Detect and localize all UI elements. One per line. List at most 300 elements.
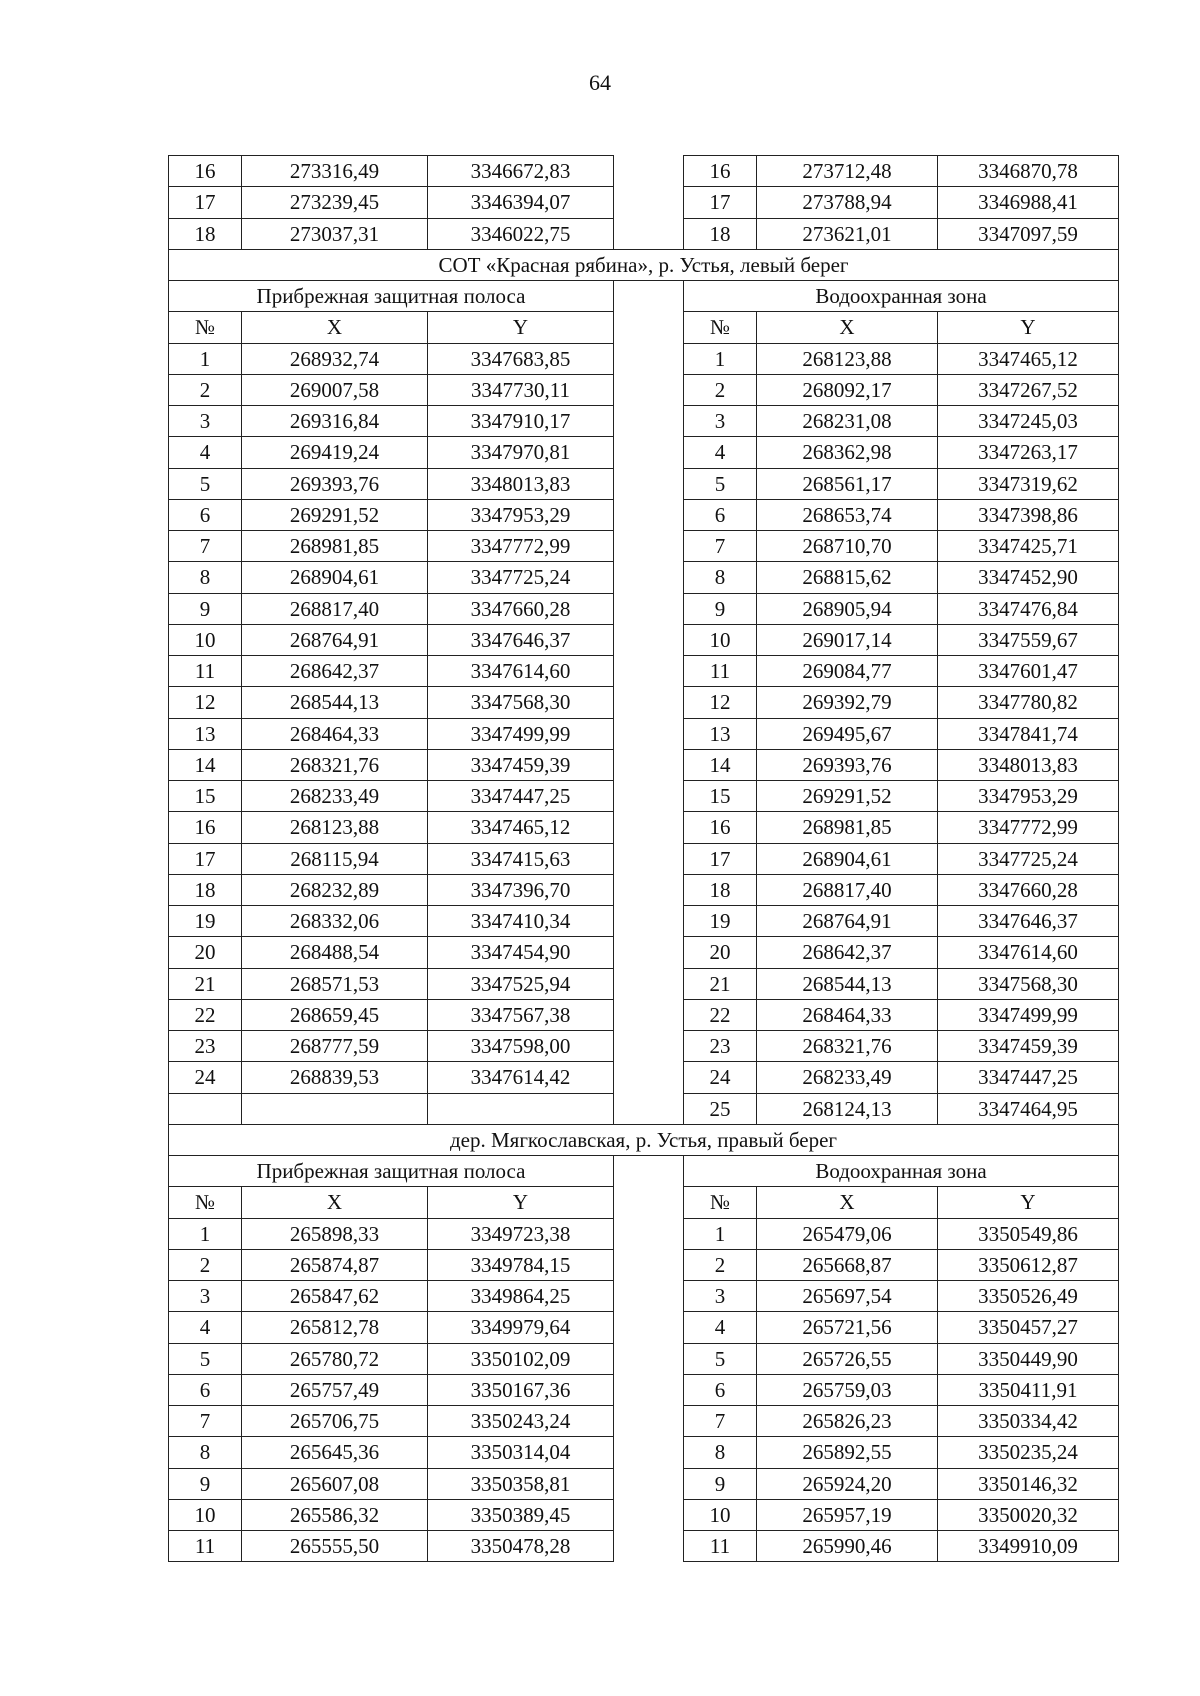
column-gap — [614, 1187, 684, 1218]
column-gap — [614, 999, 684, 1030]
right-header-y-coordinate: Y — [938, 1187, 1119, 1218]
right-y-coordinate: 3347447,25 — [938, 1062, 1119, 1093]
table-row — [169, 531, 1119, 562]
left-header-point-number: № — [169, 312, 242, 343]
right-x-coordinate: 273621,01 — [757, 218, 938, 249]
left-x-coordinate: 268981,85 — [242, 531, 428, 562]
right-y-coordinate: 3347780,82 — [938, 687, 1119, 718]
column-gap — [614, 1031, 684, 1062]
right-y-coordinate: 3350334,42 — [938, 1406, 1119, 1437]
left-y-coordinate: 3347454,90 — [428, 937, 614, 968]
right-y-coordinate: 3347953,29 — [938, 781, 1119, 812]
left-x-coordinate: 268488,54 — [242, 937, 428, 968]
table-row — [169, 187, 1119, 218]
left-point-number: 2 — [169, 374, 242, 405]
left-x-coordinate: 268232,89 — [242, 874, 428, 905]
left-point-number: 9 — [169, 593, 242, 624]
column-gap — [614, 968, 684, 999]
table-row — [169, 1062, 1119, 1093]
right-point-number: 4 — [684, 1312, 757, 1343]
right-y-coordinate: 3347267,52 — [938, 374, 1119, 405]
left-point-number: 10 — [169, 1499, 242, 1530]
right-x-coordinate: 265668,87 — [757, 1249, 938, 1280]
table-row — [169, 468, 1119, 499]
left-y-coordinate: 3347568,30 — [428, 687, 614, 718]
right-header-point-number: № — [684, 1187, 757, 1218]
left-y-coordinate: 3347953,29 — [428, 499, 614, 530]
left-point-number: 7 — [169, 1406, 242, 1437]
left-x-coordinate: 265607,08 — [242, 1468, 428, 1499]
column-header-row — [169, 1187, 1119, 1218]
left-point-number: 17 — [169, 187, 242, 218]
right-x-coordinate: 269084,77 — [757, 656, 938, 687]
coordinates-table — [168, 155, 1119, 1562]
right-y-coordinate: 3350457,27 — [938, 1312, 1119, 1343]
right-y-coordinate: 3348013,83 — [938, 749, 1119, 780]
column-gap — [614, 593, 684, 624]
right-x-coordinate: 273788,94 — [757, 187, 938, 218]
left-y-coordinate: 3347415,63 — [428, 843, 614, 874]
right-y-coordinate: 3347772,99 — [938, 812, 1119, 843]
table-row — [169, 1218, 1119, 1249]
right-x-coordinate: 268464,33 — [757, 999, 938, 1030]
right-x-coordinate: 269392,79 — [757, 687, 938, 718]
left-x-coordinate: 273316,49 — [242, 156, 428, 187]
left-y-coordinate: 3347725,24 — [428, 562, 614, 593]
left-x-coordinate: 273037,31 — [242, 218, 428, 249]
right-x-coordinate: 265990,46 — [757, 1531, 938, 1562]
right-y-coordinate: 3350549,86 — [938, 1218, 1119, 1249]
left-x-coordinate: 273239,45 — [242, 187, 428, 218]
right-point-number: 2 — [684, 1249, 757, 1280]
column-gap — [614, 312, 684, 343]
right-header-x-coordinate: X — [757, 1187, 938, 1218]
right-x-coordinate: 268362,98 — [757, 437, 938, 468]
column-gap — [614, 718, 684, 749]
right-point-number: 9 — [684, 593, 757, 624]
section-title: СОТ «Красная рябина», р. Устья, левый берег — [169, 249, 1119, 280]
left-point-number: 9 — [169, 1468, 242, 1499]
right-y-coordinate: 3350020,32 — [938, 1499, 1119, 1530]
left-x-coordinate: 268817,40 — [242, 593, 428, 624]
column-gap — [614, 468, 684, 499]
table-row — [169, 1468, 1119, 1499]
left-point-number: 18 — [169, 218, 242, 249]
right-y-coordinate: 3347465,12 — [938, 343, 1119, 374]
table-row — [169, 1343, 1119, 1374]
right-point-number: 14 — [684, 749, 757, 780]
right-point-number: 19 — [684, 906, 757, 937]
right-point-number: 10 — [684, 1499, 757, 1530]
left-y-coordinate: 3350389,45 — [428, 1499, 614, 1530]
right-point-number: 7 — [684, 1406, 757, 1437]
right-subsection-title: Водоохранная зона — [684, 281, 1119, 312]
right-x-coordinate: 268321,76 — [757, 1031, 938, 1062]
left-y-coordinate — [428, 1093, 614, 1124]
right-point-number: 13 — [684, 718, 757, 749]
right-x-coordinate: 268815,62 — [757, 562, 938, 593]
right-x-coordinate: 265826,23 — [757, 1406, 938, 1437]
right-point-number: 5 — [684, 468, 757, 499]
left-point-number: 13 — [169, 718, 242, 749]
right-x-coordinate: 268710,70 — [757, 531, 938, 562]
left-point-number: 24 — [169, 1062, 242, 1093]
right-point-number: 20 — [684, 937, 757, 968]
table-row — [169, 1406, 1119, 1437]
table-row — [169, 1499, 1119, 1530]
table-row — [169, 1374, 1119, 1405]
right-point-number: 25 — [684, 1093, 757, 1124]
table-row — [169, 218, 1119, 249]
left-header-y-coordinate: Y — [428, 312, 614, 343]
table-row — [169, 749, 1119, 780]
right-point-number: 2 — [684, 374, 757, 405]
right-x-coordinate: 268904,61 — [757, 843, 938, 874]
column-gap — [614, 1406, 684, 1437]
table-row — [169, 687, 1119, 718]
left-y-coordinate: 3349864,25 — [428, 1281, 614, 1312]
right-subsection-title: Водоохранная зона — [684, 1156, 1119, 1187]
left-x-coordinate: 269007,58 — [242, 374, 428, 405]
left-y-coordinate: 3346394,07 — [428, 187, 614, 218]
right-y-coordinate: 3350146,32 — [938, 1468, 1119, 1499]
right-x-coordinate: 265721,56 — [757, 1312, 938, 1343]
left-point-number: 6 — [169, 1374, 242, 1405]
left-y-coordinate: 3350358,81 — [428, 1468, 614, 1499]
left-y-coordinate: 3350102,09 — [428, 1343, 614, 1374]
left-point-number: 17 — [169, 843, 242, 874]
right-y-coordinate: 3347459,39 — [938, 1031, 1119, 1062]
right-point-number: 10 — [684, 624, 757, 655]
section-title-row — [169, 249, 1119, 280]
table-row — [169, 718, 1119, 749]
left-point-number: 1 — [169, 343, 242, 374]
table-row — [169, 624, 1119, 655]
left-y-coordinate: 3347465,12 — [428, 812, 614, 843]
left-y-coordinate: 3347730,11 — [428, 374, 614, 405]
right-point-number: 17 — [684, 187, 757, 218]
left-y-coordinate: 3347614,60 — [428, 656, 614, 687]
left-y-coordinate: 3347598,00 — [428, 1031, 614, 1062]
right-x-coordinate: 268092,17 — [757, 374, 938, 405]
table-row — [169, 593, 1119, 624]
left-point-number: 21 — [169, 968, 242, 999]
table-row — [169, 1531, 1119, 1562]
table-row — [169, 343, 1119, 374]
right-point-number: 18 — [684, 218, 757, 249]
left-y-coordinate: 3347970,81 — [428, 437, 614, 468]
right-x-coordinate: 265697,54 — [757, 1281, 938, 1312]
column-gap — [614, 1499, 684, 1530]
right-y-coordinate: 3350526,49 — [938, 1281, 1119, 1312]
right-y-coordinate: 3347425,71 — [938, 531, 1119, 562]
right-point-number: 15 — [684, 781, 757, 812]
right-point-number: 11 — [684, 656, 757, 687]
left-x-coordinate: 268233,49 — [242, 781, 428, 812]
right-y-coordinate: 3347398,86 — [938, 499, 1119, 530]
right-point-number: 3 — [684, 406, 757, 437]
left-header-point-number: № — [169, 1187, 242, 1218]
right-y-coordinate: 3347660,28 — [938, 874, 1119, 905]
left-x-coordinate: 268777,59 — [242, 1031, 428, 1062]
left-x-coordinate: 268904,61 — [242, 562, 428, 593]
column-gap — [614, 656, 684, 687]
right-x-coordinate: 268905,94 — [757, 593, 938, 624]
left-y-coordinate: 3347396,70 — [428, 874, 614, 905]
table-row — [169, 437, 1119, 468]
left-x-coordinate: 268659,45 — [242, 999, 428, 1030]
left-point-number: 8 — [169, 1437, 242, 1468]
right-x-coordinate: 265759,03 — [757, 1374, 938, 1405]
table-row — [169, 1249, 1119, 1280]
left-point-number — [169, 1093, 242, 1124]
left-point-number: 23 — [169, 1031, 242, 1062]
page-number: 64 — [589, 70, 611, 95]
table-row — [169, 812, 1119, 843]
right-point-number: 18 — [684, 874, 757, 905]
table-row — [169, 1093, 1119, 1124]
left-point-number: 22 — [169, 999, 242, 1030]
left-y-coordinate: 3347683,85 — [428, 343, 614, 374]
right-point-number: 24 — [684, 1062, 757, 1093]
right-y-coordinate: 3346870,78 — [938, 156, 1119, 187]
left-point-number: 6 — [169, 499, 242, 530]
column-gap — [614, 1062, 684, 1093]
right-x-coordinate: 265957,19 — [757, 1499, 938, 1530]
left-point-number: 4 — [169, 437, 242, 468]
left-x-coordinate: 268332,06 — [242, 906, 428, 937]
column-gap — [614, 1437, 684, 1468]
left-point-number: 16 — [169, 812, 242, 843]
right-x-coordinate: 268123,88 — [757, 343, 938, 374]
table-row — [169, 499, 1119, 530]
table-row — [169, 374, 1119, 405]
table-row — [169, 406, 1119, 437]
left-x-coordinate: 268932,74 — [242, 343, 428, 374]
right-point-number: 23 — [684, 1031, 757, 1062]
table-row — [169, 968, 1119, 999]
right-x-coordinate: 268544,13 — [757, 968, 938, 999]
right-y-coordinate: 3347464,95 — [938, 1093, 1119, 1124]
left-header-x-coordinate: X — [242, 1187, 428, 1218]
left-point-number: 10 — [169, 624, 242, 655]
left-y-coordinate: 3347567,38 — [428, 999, 614, 1030]
right-point-number: 21 — [684, 968, 757, 999]
left-point-number: 14 — [169, 749, 242, 780]
right-point-number: 4 — [684, 437, 757, 468]
right-y-coordinate: 3347725,24 — [938, 843, 1119, 874]
column-gap — [614, 781, 684, 812]
right-point-number: 16 — [684, 812, 757, 843]
right-x-coordinate: 268642,37 — [757, 937, 938, 968]
table-row — [169, 562, 1119, 593]
left-y-coordinate: 3347772,99 — [428, 531, 614, 562]
left-header-y-coordinate: Y — [428, 1187, 614, 1218]
left-x-coordinate: 268464,33 — [242, 718, 428, 749]
column-gap — [614, 1468, 684, 1499]
table-row — [169, 781, 1119, 812]
table-row — [169, 906, 1119, 937]
left-y-coordinate: 3350167,36 — [428, 1374, 614, 1405]
right-y-coordinate: 3347559,67 — [938, 624, 1119, 655]
right-y-coordinate: 3347499,99 — [938, 999, 1119, 1030]
right-y-coordinate: 3347476,84 — [938, 593, 1119, 624]
right-point-number: 8 — [684, 1437, 757, 1468]
column-gap — [614, 1249, 684, 1280]
right-x-coordinate: 268233,49 — [757, 1062, 938, 1093]
right-y-coordinate: 3347263,17 — [938, 437, 1119, 468]
right-x-coordinate: 265726,55 — [757, 1343, 938, 1374]
left-y-coordinate: 3349979,64 — [428, 1312, 614, 1343]
left-x-coordinate: 265780,72 — [242, 1343, 428, 1374]
subsection-title-row — [169, 1156, 1119, 1187]
column-gap — [614, 1093, 684, 1124]
right-x-coordinate: 268231,08 — [757, 406, 938, 437]
left-x-coordinate: 265706,75 — [242, 1406, 428, 1437]
right-point-number: 16 — [684, 156, 757, 187]
left-x-coordinate: 265812,78 — [242, 1312, 428, 1343]
left-y-coordinate: 3350478,28 — [428, 1531, 614, 1562]
left-x-coordinate: 265555,50 — [242, 1531, 428, 1562]
left-y-coordinate: 3349723,38 — [428, 1218, 614, 1249]
right-y-coordinate: 3347646,37 — [938, 906, 1119, 937]
right-point-number: 3 — [684, 1281, 757, 1312]
column-gap — [614, 218, 684, 249]
left-y-coordinate: 3347614,42 — [428, 1062, 614, 1093]
right-header-y-coordinate: Y — [938, 312, 1119, 343]
column-header-row — [169, 312, 1119, 343]
column-gap — [614, 343, 684, 374]
left-x-coordinate: 265757,49 — [242, 1374, 428, 1405]
right-x-coordinate: 268124,13 — [757, 1093, 938, 1124]
left-y-coordinate: 3346672,83 — [428, 156, 614, 187]
right-x-coordinate: 269017,14 — [757, 624, 938, 655]
left-x-coordinate: 268764,91 — [242, 624, 428, 655]
left-point-number: 12 — [169, 687, 242, 718]
left-y-coordinate: 3347447,25 — [428, 781, 614, 812]
column-gap — [614, 812, 684, 843]
column-gap — [614, 937, 684, 968]
left-point-number: 3 — [169, 1281, 242, 1312]
left-x-coordinate: 268115,94 — [242, 843, 428, 874]
left-subsection-title: Прибрежная защитная полоса — [169, 1156, 614, 1187]
left-y-coordinate: 3346022,75 — [428, 218, 614, 249]
right-point-number: 11 — [684, 1531, 757, 1562]
left-y-coordinate: 3349784,15 — [428, 1249, 614, 1280]
right-point-number: 1 — [684, 1218, 757, 1249]
column-gap — [614, 562, 684, 593]
left-point-number: 5 — [169, 1343, 242, 1374]
left-x-coordinate: 268642,37 — [242, 656, 428, 687]
left-x-coordinate: 269419,24 — [242, 437, 428, 468]
left-x-coordinate: 265847,62 — [242, 1281, 428, 1312]
right-x-coordinate: 265892,55 — [757, 1437, 938, 1468]
left-point-number: 5 — [169, 468, 242, 499]
column-gap — [614, 1343, 684, 1374]
column-gap — [614, 749, 684, 780]
left-point-number: 2 — [169, 1249, 242, 1280]
column-gap — [614, 437, 684, 468]
right-y-coordinate: 3347568,30 — [938, 968, 1119, 999]
left-y-coordinate: 3350243,24 — [428, 1406, 614, 1437]
left-x-coordinate: 265645,36 — [242, 1437, 428, 1468]
table-row — [169, 1312, 1119, 1343]
left-x-coordinate: 269291,52 — [242, 499, 428, 530]
right-point-number: 17 — [684, 843, 757, 874]
column-gap — [614, 624, 684, 655]
right-y-coordinate: 3347319,62 — [938, 468, 1119, 499]
left-subsection-title: Прибрежная защитная полоса — [169, 281, 614, 312]
left-x-coordinate: 265586,32 — [242, 1499, 428, 1530]
left-x-coordinate: 269316,84 — [242, 406, 428, 437]
right-y-coordinate: 3347245,03 — [938, 406, 1119, 437]
right-y-coordinate: 3346988,41 — [938, 187, 1119, 218]
table-row — [169, 874, 1119, 905]
table-row — [169, 156, 1119, 187]
right-header-x-coordinate: X — [757, 312, 938, 343]
right-point-number: 5 — [684, 1343, 757, 1374]
right-x-coordinate: 269393,76 — [757, 749, 938, 780]
right-point-number: 22 — [684, 999, 757, 1030]
table-row — [169, 999, 1119, 1030]
left-point-number: 16 — [169, 156, 242, 187]
right-y-coordinate: 3347614,60 — [938, 937, 1119, 968]
section-title: дер. Мягкославская, р. Устья, правый берег — [169, 1124, 1119, 1155]
table-row — [169, 843, 1119, 874]
left-x-coordinate: 268544,13 — [242, 687, 428, 718]
left-point-number: 3 — [169, 406, 242, 437]
column-gap — [614, 1281, 684, 1312]
left-x-coordinate: 268123,88 — [242, 812, 428, 843]
left-y-coordinate: 3347660,28 — [428, 593, 614, 624]
left-y-coordinate: 3350314,04 — [428, 1437, 614, 1468]
column-gap — [614, 281, 684, 312]
left-y-coordinate: 3347646,37 — [428, 624, 614, 655]
right-point-number: 7 — [684, 531, 757, 562]
left-x-coordinate: 268321,76 — [242, 749, 428, 780]
table-row — [169, 656, 1119, 687]
table-row — [169, 1281, 1119, 1312]
right-x-coordinate: 268764,91 — [757, 906, 938, 937]
column-gap — [614, 531, 684, 562]
left-point-number: 11 — [169, 656, 242, 687]
left-y-coordinate: 3348013,83 — [428, 468, 614, 499]
subsection-title-row — [169, 281, 1119, 312]
left-x-coordinate: 265874,87 — [242, 1249, 428, 1280]
right-x-coordinate: 265479,06 — [757, 1218, 938, 1249]
right-y-coordinate: 3347601,47 — [938, 656, 1119, 687]
column-gap — [614, 1312, 684, 1343]
right-y-coordinate: 3347097,59 — [938, 218, 1119, 249]
column-gap — [614, 1156, 684, 1187]
right-x-coordinate: 268653,74 — [757, 499, 938, 530]
column-gap — [614, 187, 684, 218]
left-point-number: 8 — [169, 562, 242, 593]
right-point-number: 9 — [684, 1468, 757, 1499]
left-point-number: 4 — [169, 1312, 242, 1343]
right-point-number: 8 — [684, 562, 757, 593]
left-y-coordinate: 3347459,39 — [428, 749, 614, 780]
left-point-number: 15 — [169, 781, 242, 812]
right-y-coordinate: 3350235,24 — [938, 1437, 1119, 1468]
right-y-coordinate: 3347452,90 — [938, 562, 1119, 593]
right-x-coordinate: 268817,40 — [757, 874, 938, 905]
left-point-number: 7 — [169, 531, 242, 562]
left-header-x-coordinate: X — [242, 312, 428, 343]
column-gap — [614, 406, 684, 437]
left-point-number: 11 — [169, 1531, 242, 1562]
right-x-coordinate: 268981,85 — [757, 812, 938, 843]
